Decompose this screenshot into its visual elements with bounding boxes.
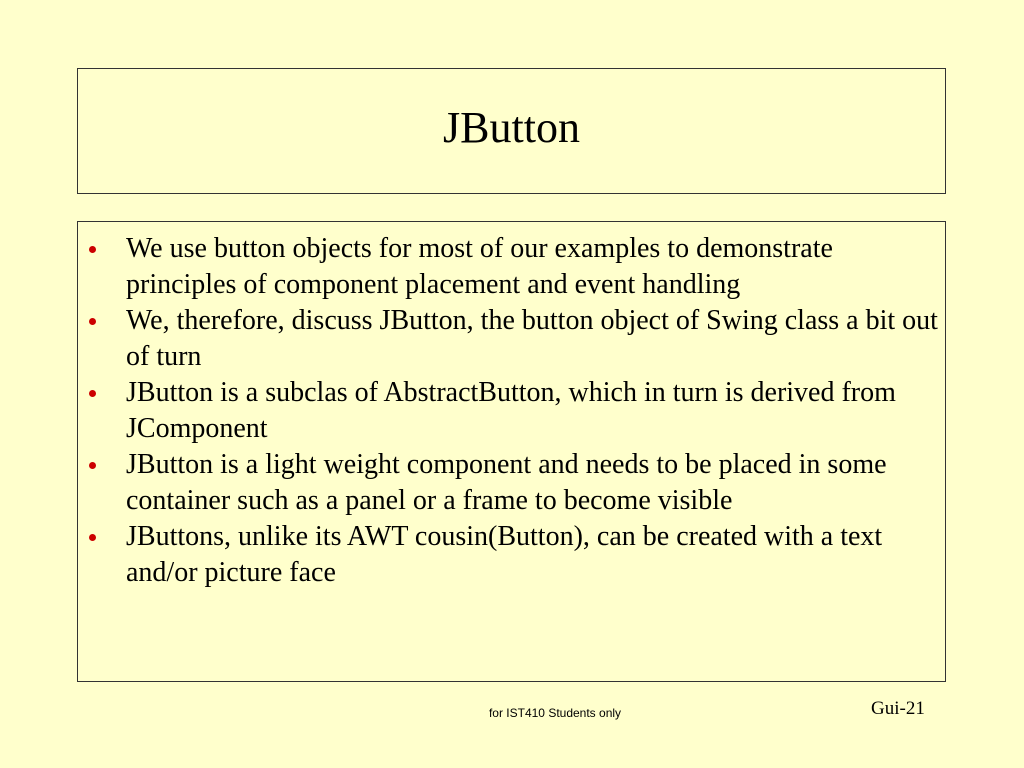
- bullet-item: [78, 375, 945, 447]
- bullet-text: We, therefore, discuss JButton, the button object of Swing class a bit out of turn: [126, 305, 938, 372]
- bullet-text: JButton is a light weight component and needs to be placed in some container such as a panel or a frame to become visible: [126, 449, 887, 516]
- bullet-dot-icon: [89, 318, 96, 325]
- bullet-item: [78, 231, 945, 303]
- content-box: [77, 221, 946, 682]
- bullet-dot-icon: [89, 390, 96, 397]
- slide-title: JButton: [443, 103, 580, 152]
- bullet-item: [78, 447, 945, 519]
- bullet-dot-icon: [89, 462, 96, 469]
- title-box: [77, 68, 946, 194]
- bullet-item: [78, 303, 945, 375]
- bullet-dot-icon: [89, 534, 96, 541]
- bullet-text: We use button objects for most of our examples to demonstrate principles of component placement and event handling: [126, 233, 833, 300]
- slide-number: Gui-21: [871, 698, 925, 719]
- bullet-text: JButtons, unlike its AWT cousin(Button), can be created with a text and/or picture face: [126, 521, 883, 588]
- bullet-item: [78, 519, 945, 591]
- bullet-list: [78, 231, 945, 591]
- bullet-dot-icon: [89, 246, 96, 253]
- footer-note: for IST410 Students only: [488, 706, 622, 720]
- bullet-text: JButton is a subclas of AbstractButton, which in turn is derived from JComponent: [126, 377, 896, 444]
